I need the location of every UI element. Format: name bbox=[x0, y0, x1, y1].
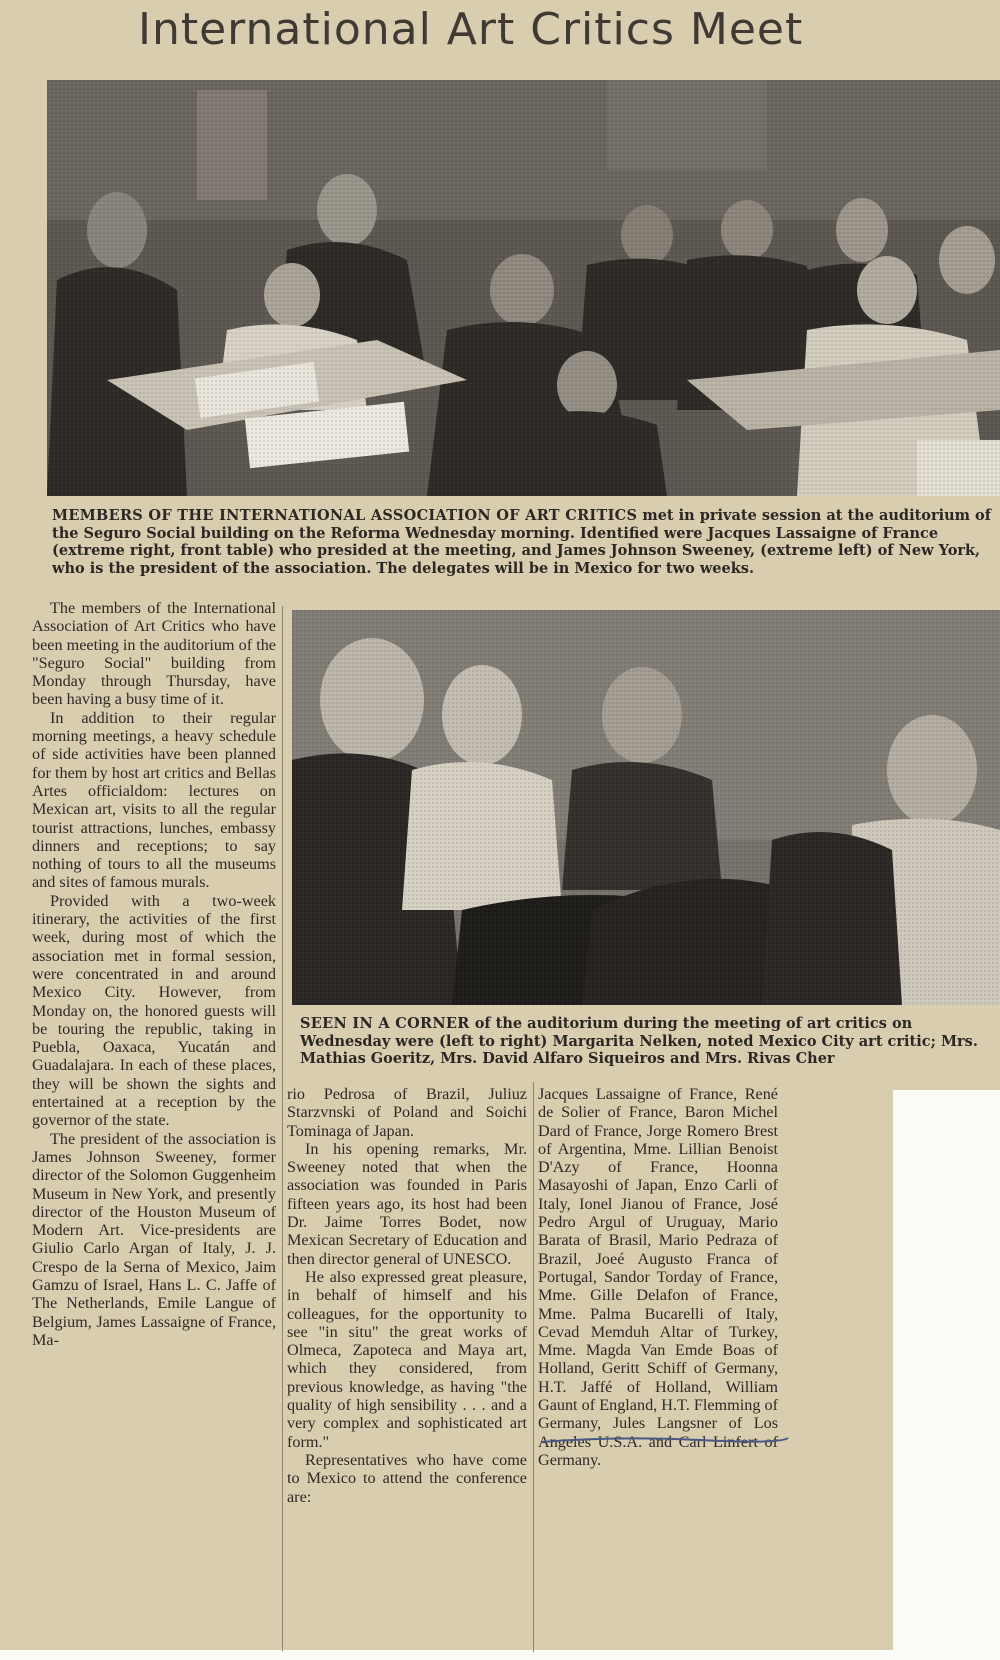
photo-critics-meeting bbox=[47, 80, 1000, 496]
article-paragraph: The president of the association is James Johnson Sweeney, former director of the Solomon Guggenheim Museum in New York, and presently director of the Houston Museum of Modern Art. Vice-presidents are Giulio Carlo Argan of Italy, J. J. Crespo de la Serna of Mexico, Jaim Gamzu of Israel, Hans L. C. Jaffe of The Netherlands, Emile Langue of Belgium, James Lassaigne of France, Ma- bbox=[32, 1129, 276, 1349]
article-paragraph: rio Pedrosa of Brazil, Juliuz Starzvnski of Poland and Soichi Tominaga of Japan. bbox=[287, 1085, 527, 1140]
article-paragraph: The members of the International Association of Art Critics who have been meeting in the auditorium of the "Seguro Social" building from Monday through Thursday, have been having a busy time of it. bbox=[32, 599, 276, 709]
caption-lead: SEEN IN A CORNER bbox=[300, 1015, 470, 1032]
column-rule bbox=[282, 606, 283, 1651]
photo-corner-audience bbox=[292, 610, 1000, 1005]
column-rule bbox=[533, 1082, 534, 1652]
article-paragraph: Representatives who have come to Mexico to attend the conference are: bbox=[287, 1450, 527, 1506]
article-column-3 bbox=[538, 1085, 778, 1469]
article-paragraph: Provided with a two-week itinerary, the activities of the first week, during most of which the association met in formal session, were concentrated in and around Mexico City. However, from Monday on, the honored guests will be touring the republic, taking in Puebla, Oaxaca, Yucatán and Guadalajara. In each of these places, they will be shown the sights and entertained at a reception by the governor of the state. bbox=[32, 891, 276, 1130]
caption-body: of the auditorium during the meeting of art critics on Wednesday were (left to right) Margarita Nelken, noted Mexico City art critic; Mrs. Mathias Goeritz, Mrs. David Alfaro Siqueiros and Mrs. Rivas Cher bbox=[300, 1015, 978, 1067]
caption-lead: MEMBERS OF THE INTERNATIONAL ASSOCIATION OF ART CRITICS bbox=[52, 507, 638, 524]
headline: International Art Critics Meet bbox=[138, 4, 804, 55]
delegate-list: Jacques Lassaigne of France, René de Solier of France, Baron Michel Dard of France, Jorge Romero Brest of Argentina, Mme. Lillian Benoist D'Azy of France, Hoonna Masayoshi of Japan, Enzo Carli of Italy, Ionel Jianou of France, José Pedro Argul of Uruguay, Mario Barata of Brasil, Mario Pedraza of Brazil, Joeé Augusto Franca of Portugal, Sandor Torday of France, Mme. Gille Delafon of France, Mme. Palma Bucarelli of Italy, Cevad Memduh Altar of Turkey, Mme. Magda Van Emde Boas of Holland, Geritt Schiff of Germany, H.T. Jaffé of Holland, William Gaunt of England, H.T. Flemming of Germany, Jules Langsner of Los Angeles U.S.A. and Carl Linfert of Germany. bbox=[538, 1085, 778, 1469]
article-paragraph: In addition to their regular morning meetings, a heavy schedule of side activities have been planned for them by host art critics and Bellas Artes officialdom: lectures on Mexican art, visits to all the regular tourist attractions, lunches, embassy dinners and receptions; to say nothing of tours to all the museums and sites of famous murals. bbox=[32, 708, 276, 892]
blank-background bbox=[893, 1090, 1000, 1660]
pen-underline-mark bbox=[540, 1432, 790, 1448]
article-paragraph: In his opening remarks, Mr. Sweeney noted that when the association was founded in Paris fifteen years ago, its host had been Dr. Jaime Torres Bodet, now Mexican Secretary of Education and then director general of UNESCO. bbox=[287, 1139, 527, 1268]
photo-caption-top bbox=[52, 507, 1000, 577]
photo-caption-corner bbox=[300, 1015, 1000, 1068]
caption-body: met in private session at the auditorium of the Seguro Social building on the Reforma Wednesday morning. Identified were Jacques Lassaigne of France (extreme right, front table) who presided at the meeting, and James Johnson Sweeney, (extreme left) of New York, who is the president of the association. The delegates will be in Mexico for two weeks. bbox=[52, 507, 991, 577]
blank-background-bottom bbox=[0, 1650, 893, 1660]
article-column-2 bbox=[287, 1085, 527, 1506]
article-paragraph: He also expressed great pleasure, in behalf of himself and his colleagues, for the opportunity to see "in situ" the great works of Olmeca, Zapoteca and Maya art, which they considered, from previous knowledge, as having "the quality of high sensibility . . . and a very complex and sophisticated art form." bbox=[287, 1267, 527, 1451]
article-column-1 bbox=[32, 599, 276, 1349]
